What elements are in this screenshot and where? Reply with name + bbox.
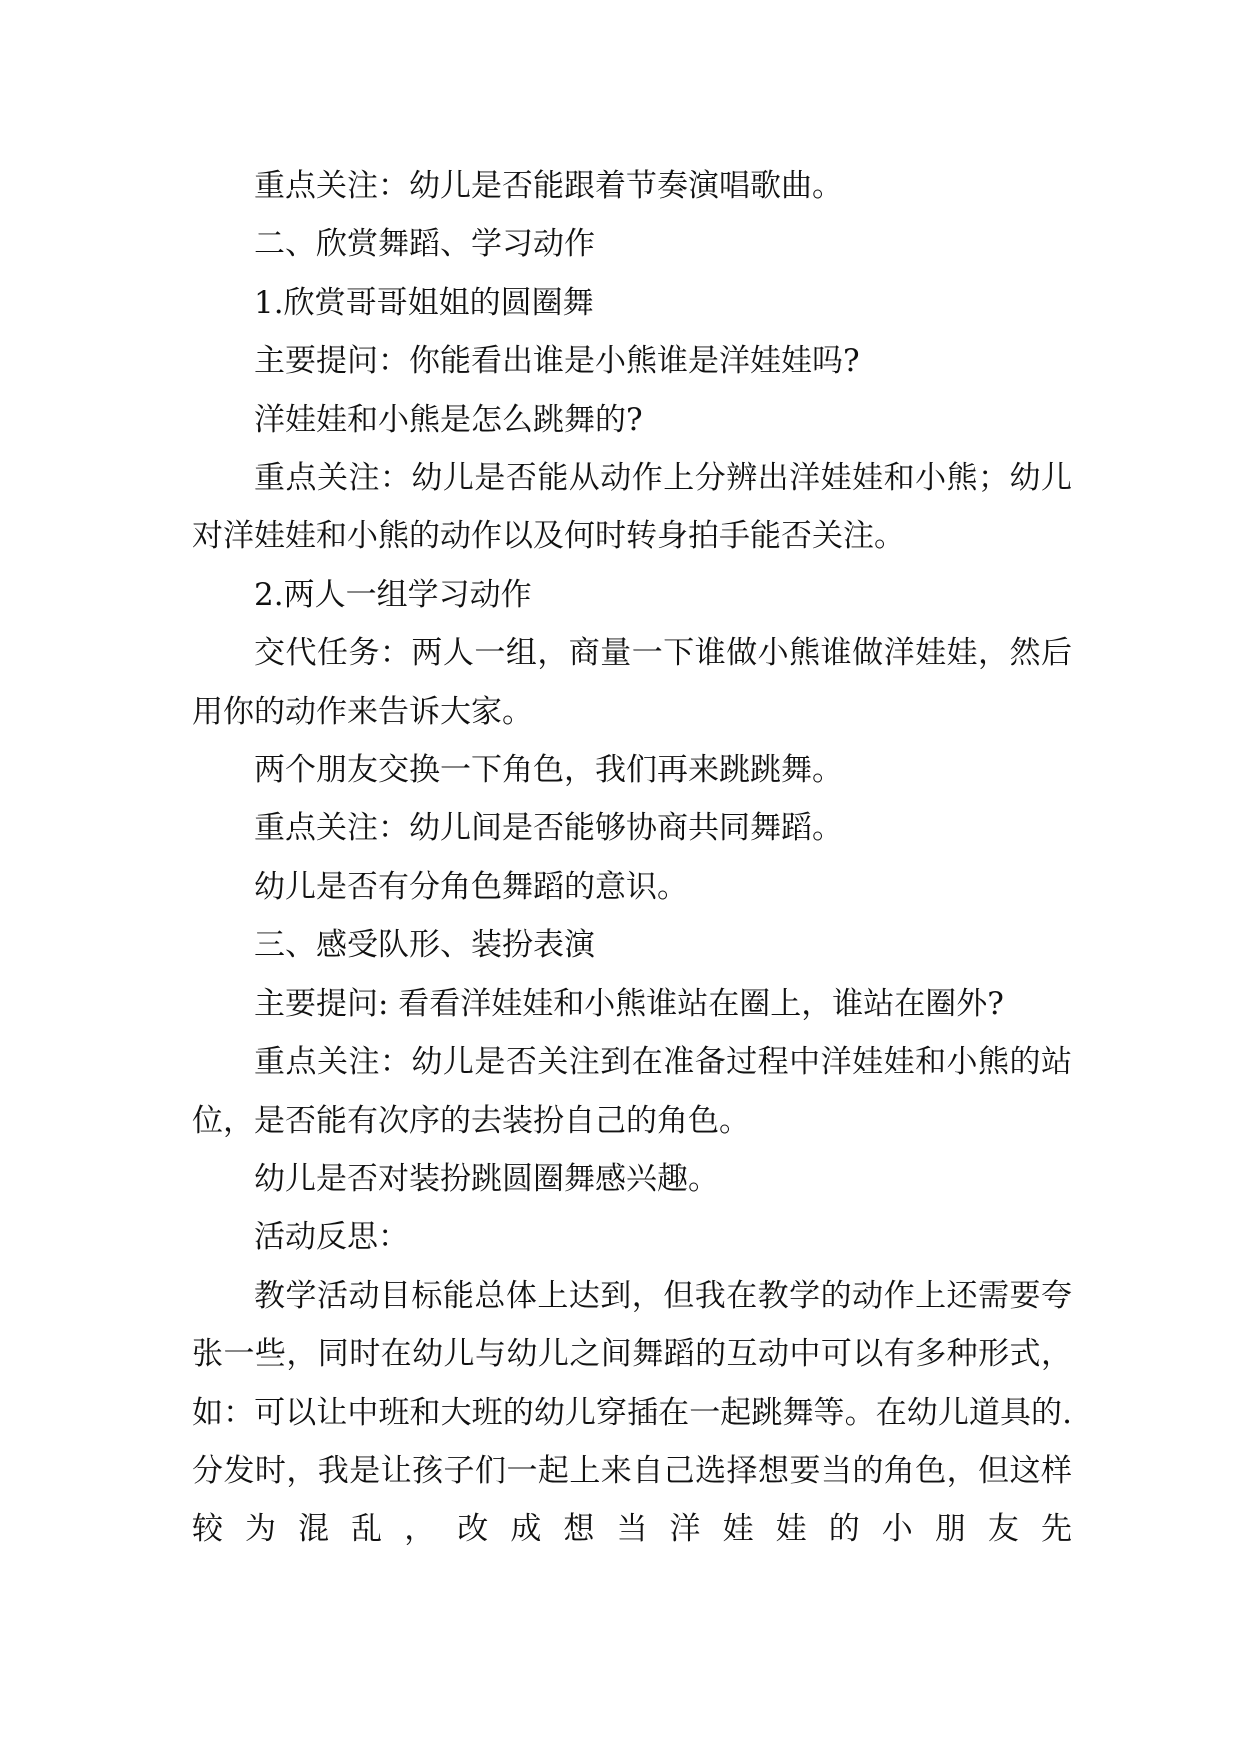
paragraph-question-how-dance: 洋娃娃和小熊是怎么跳舞的?: [254, 401, 643, 438]
document-body: [192, 157, 1072, 1559]
paragraph-task-assignment: 交代任务：两人一组，商量一下谁做小熊谁做洋娃娃，然后用你的动作来告诉大家。: [192, 635, 1072, 730]
paragraph-focus-distinguish: 重点关注：幼儿是否能从动作上分辨出洋娃娃和小熊；幼儿对洋娃娃和小熊的动作以及何时转身拍手能否关注。: [192, 460, 1072, 555]
heading-reflection: 活动反思：: [254, 1219, 409, 1256]
paragraph-focus-singing: 重点关注：幼儿是否能跟着节奏演唱歌曲。: [254, 168, 843, 204]
subheading-pair-learning: 2.两人一组学习动作: [254, 576, 532, 613]
section-heading-dance: 二、欣赏舞蹈、学习动作: [254, 226, 595, 263]
paragraph-role-awareness: 幼儿是否有分角色舞蹈的意识。: [254, 868, 688, 905]
paragraph-question-who-is-bear: 主要提问：你能看出谁是小熊谁是洋娃娃吗?: [254, 343, 860, 380]
paragraph-focus-positions: 重点关注：幼儿是否关注到在准备过程中洋娃娃和小熊的站位，是否能有次序的去装扮自己的角色。: [192, 1044, 1072, 1139]
paragraph-reflection-body: 教学活动目标能总体上达到，但我在教学的动作上还需要夸张一些，同时在幼儿与幼儿之间舞蹈的互动中可以有多种形式，如：可以让中班和大班的幼儿穿插在一起跳舞等。在幼儿道具的.分发时，我是让孩子们一起上来自己选择想要当的角色，但这样较为混乱，改成想当洋娃娃的小朋友先: [192, 1277, 1072, 1548]
paragraph-interest: 幼儿是否对装扮跳圆圈舞感兴趣。: [254, 1160, 719, 1197]
subheading-appreciate-circle-dance: 1.欣赏哥哥姐姐的圆圈舞: [254, 284, 594, 321]
paragraph-swap-roles: 两个朋友交换一下角色，我们再来跳跳舞。: [254, 752, 843, 789]
section-heading-formation: 三、感受队形、装扮表演: [254, 927, 595, 964]
paragraph-focus-cooperation: 重点关注：幼儿间是否能够协商共同舞蹈。: [254, 810, 843, 847]
paragraph-question-positions: 主要提问: 看看洋娃娃和小熊谁站在圈上，谁站在圈外?: [254, 985, 1004, 1022]
